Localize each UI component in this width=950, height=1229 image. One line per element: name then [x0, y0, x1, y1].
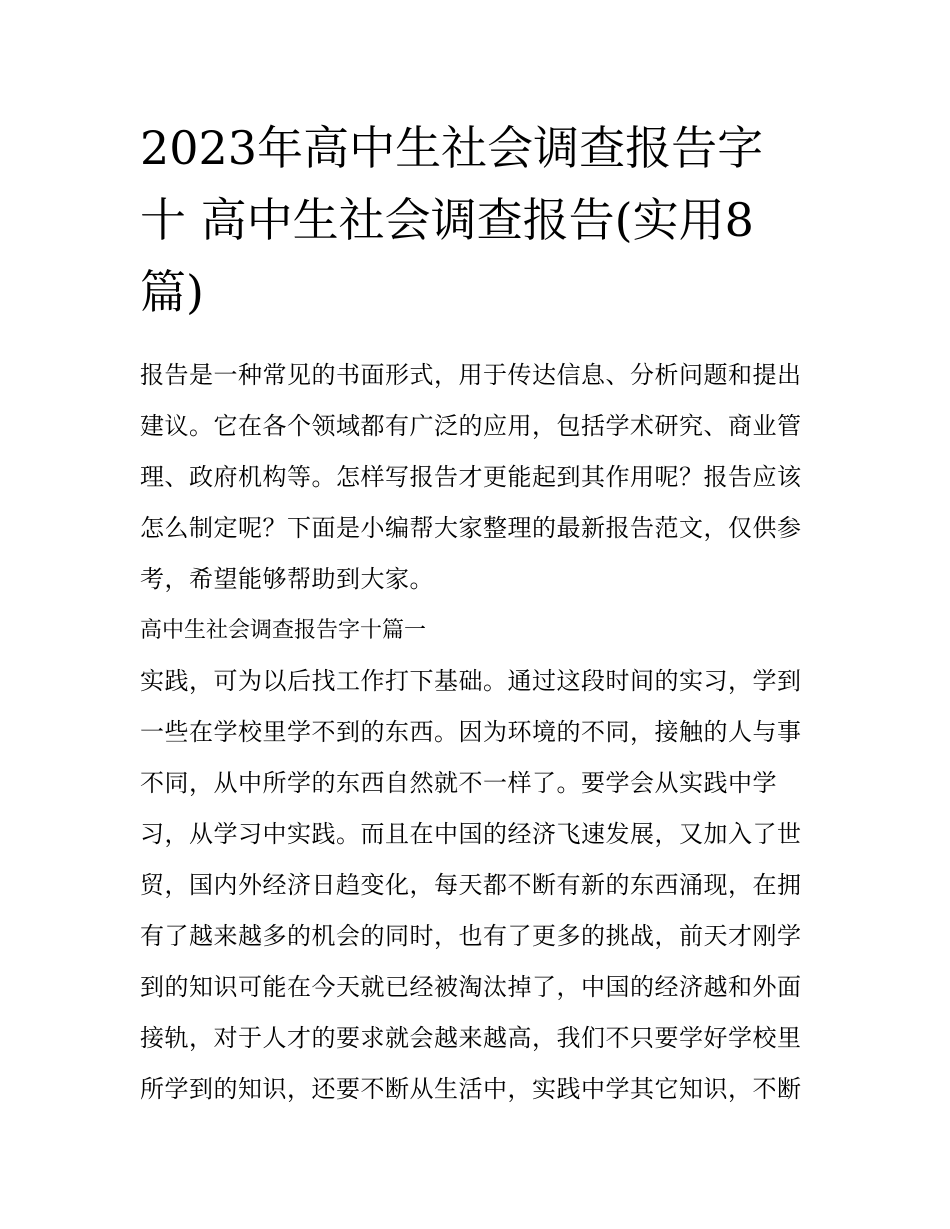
intro-line-2: 建议。它在各个领域都有广泛的应用，包括学术研究、商业管	[140, 412, 802, 440]
intro-line-1: 报告是一种常见的书面形式，用于传达信息、分析问题和提出	[140, 361, 802, 389]
title-line-2: 十 高中生社会调查报告(实用8	[140, 193, 754, 247]
document-page	[140, 112, 812, 1115]
section-line-4: 习，从学习中实践。而且在中国的经济飞速发展，又加入了世	[140, 820, 802, 848]
document-body	[140, 350, 812, 1115]
section-line-1: 实践，可为以后找工作打下基础。通过这段时间的实习，学到	[140, 667, 802, 695]
title-line-1: 2023年高中生社会调查报告字	[140, 121, 764, 175]
intro-line-4: 怎么制定呢？下面是小编帮大家整理的最新报告范文，仅供参	[140, 514, 802, 542]
section-line-7: 到的知识可能在今天就已经被淘汰掉了，中国的经济越和外面	[140, 973, 802, 1001]
section-line-8: 接轨，对于人才的要求就会越来越高，我们不只要学好学校里	[140, 1024, 802, 1052]
section-line-9: 所学到的知识，还要不断从生活中，实践中学其它知识，不断	[140, 1075, 802, 1103]
intro-line-5: 考，希望能够帮助到大家。	[140, 565, 434, 593]
title-line-3: 篇)	[140, 265, 204, 319]
intro-line-3: 理、政府机构等。怎样写报告才更能起到其作用呢？报告应该	[140, 463, 802, 491]
section-line-5: 贸，国内外经济日趋变化，每天都不断有新的东西涌现，在拥	[140, 871, 802, 899]
document-title	[140, 112, 812, 328]
section-line-3: 不同，从中所学的东西自然就不一样了。要学会从实践中学	[140, 769, 777, 797]
section-heading: 高中生社会调查报告字十篇一	[140, 618, 427, 643]
section-line-6: 有了越来越多的机会的同时，也有了更多的挑战，前天才刚学	[140, 922, 802, 950]
section-line-2: 一些在学校里学不到的东西。因为环境的不同，接触的人与事	[140, 718, 802, 746]
